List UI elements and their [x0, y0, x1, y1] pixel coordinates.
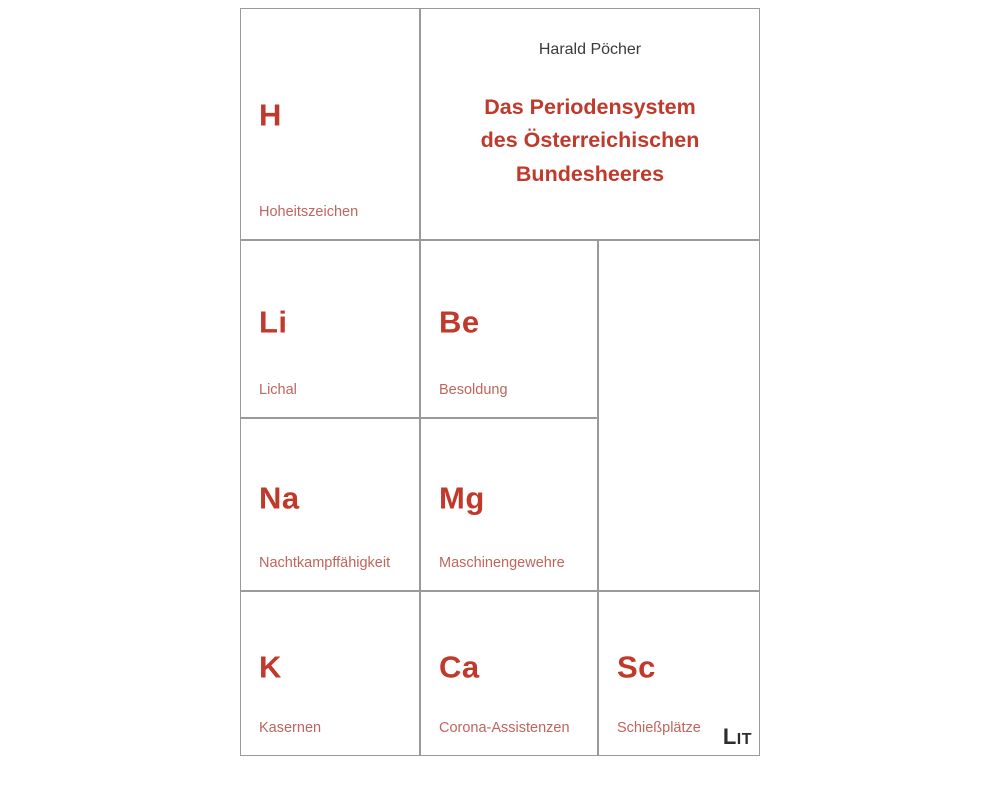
author-name: Harald Pöcher [538, 41, 642, 58]
publisher-logo-main: L [722, 724, 737, 749]
title-line-2: des Österreichischen [480, 128, 700, 153]
title-line-3: Bundesheeres [515, 161, 665, 186]
element-name: Hoheitszeichen [259, 204, 359, 221]
element-symbol: Ca [439, 649, 480, 685]
element-name: Kasernen [259, 720, 322, 737]
element-name: Corona-Assistenzen [439, 720, 570, 737]
book-cover [240, 8, 760, 756]
element-symbol: Na [259, 480, 300, 516]
element-cell-mg [420, 418, 598, 591]
element-cell-k [240, 591, 420, 756]
element-symbol: Be [439, 304, 480, 340]
element-symbol: H [259, 97, 282, 133]
publisher-logo [723, 724, 752, 750]
element-cell-empty-top-right [598, 240, 760, 591]
element-name: Besoldung [439, 382, 508, 399]
element-cell-be [420, 240, 598, 418]
element-name: Schießplätze [617, 720, 701, 737]
periodic-table-grid [240, 8, 760, 756]
element-symbol: Sc [617, 649, 656, 685]
title-cell [420, 8, 760, 240]
element-cell-h [240, 8, 420, 240]
element-cell-na [240, 418, 420, 591]
publisher-logo-small: IT [736, 731, 752, 748]
element-name: Nachtkampffähigkeit [259, 555, 391, 572]
element-symbol: Mg [439, 480, 485, 516]
title-line-1: Das Periodensystem [484, 95, 696, 119]
element-symbol: Li [259, 304, 288, 340]
element-cell-li [240, 240, 420, 418]
element-cell-ca [420, 591, 598, 756]
element-symbol: K [259, 649, 282, 685]
element-name: Lichal [259, 382, 297, 399]
element-name: Maschinengewehre [439, 555, 565, 572]
book-title [421, 91, 759, 191]
